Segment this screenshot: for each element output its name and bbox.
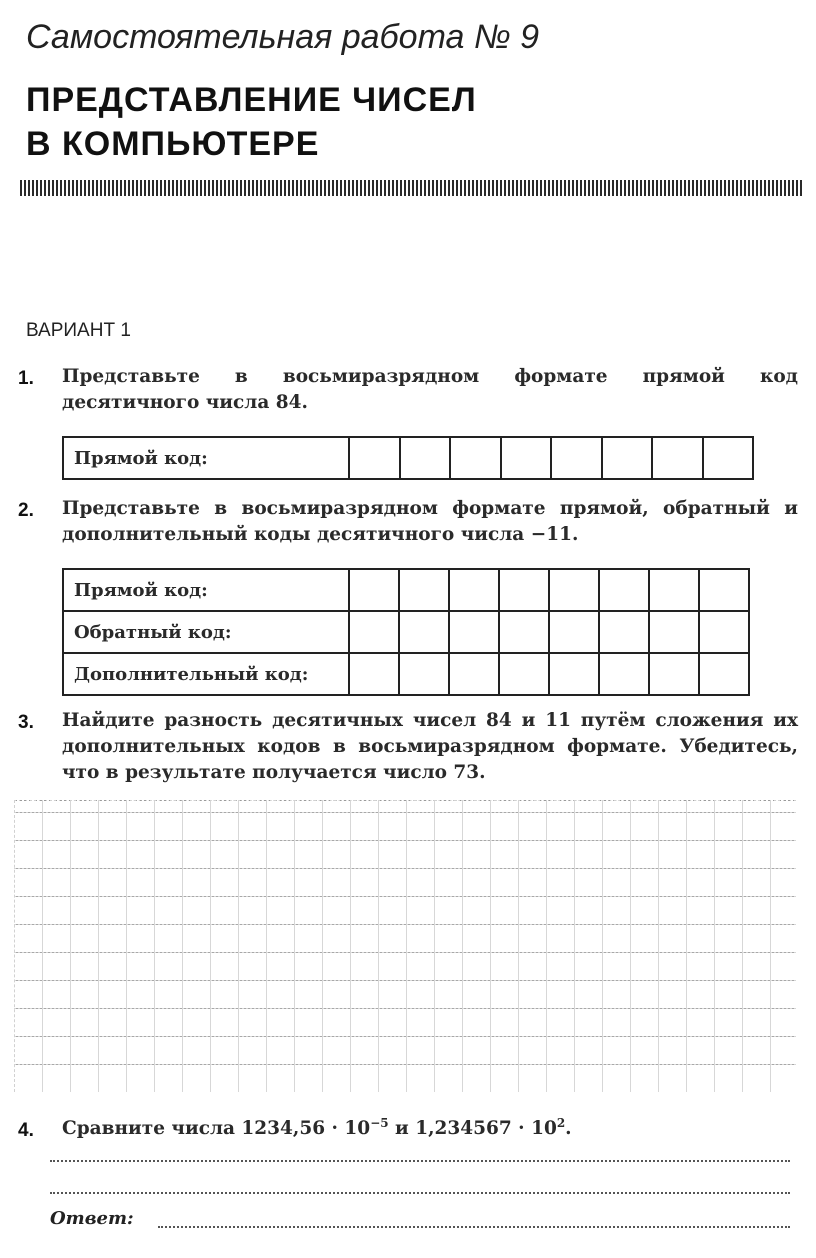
bit-cell[interactable]: [699, 653, 749, 695]
bit-cell[interactable]: [449, 569, 499, 611]
answer-input-line[interactable]: [158, 1226, 790, 1228]
bit-cell[interactable]: [400, 437, 451, 479]
task-4-exponent-2: 2: [556, 1115, 566, 1130]
task-4-text-suffix: .: [565, 1118, 572, 1139]
task-2-text: Представьте в восьмиразрядном формате прямой, обратный и дополнительный коды десятичного числа −11.: [62, 498, 798, 545]
bit-cell[interactable]: [649, 653, 699, 695]
task-1-text: Представьте в восьмиразрядном формате прямой код десятичного числа 84.: [62, 366, 798, 413]
task-3-number: 3.: [18, 712, 34, 733]
bit-cell[interactable]: [399, 611, 449, 653]
bit-cell[interactable]: [450, 437, 501, 479]
bit-cell[interactable]: [699, 611, 749, 653]
title-line-2: В КОМПЬЮТЕРЕ: [26, 125, 320, 163]
bit-cell[interactable]: [599, 569, 649, 611]
task-1-code-table: [62, 436, 754, 480]
bit-cell[interactable]: [652, 437, 703, 479]
code-row-label: Прямой код:: [63, 569, 349, 611]
answer-label: Ответ:: [50, 1208, 134, 1229]
bit-cell[interactable]: [449, 611, 499, 653]
bit-cell[interactable]: [349, 569, 399, 611]
bit-cell[interactable]: [499, 653, 549, 695]
bit-cell[interactable]: [501, 437, 552, 479]
bit-cell[interactable]: [551, 437, 602, 479]
bit-cell[interactable]: [602, 437, 653, 479]
task-2-code-table: [62, 568, 750, 696]
bit-cell[interactable]: [649, 611, 699, 653]
variant-label: ВАРИАНТ 1: [26, 320, 131, 341]
bit-cell[interactable]: [349, 611, 399, 653]
code-row-label: Прямой код:: [63, 437, 349, 479]
bit-cell[interactable]: [699, 569, 749, 611]
bit-cell[interactable]: [499, 611, 549, 653]
task-4-text-prefix: Сравните числа 1234,56 · 10: [62, 1118, 371, 1139]
table-row: [63, 437, 753, 479]
answer-grid-dots: [14, 800, 796, 1092]
task-4-text: [62, 1116, 798, 1142]
bit-cell[interactable]: [599, 653, 649, 695]
bit-cell[interactable]: [449, 653, 499, 695]
bit-cell[interactable]: [549, 611, 599, 653]
bit-cell[interactable]: [549, 653, 599, 695]
header-rule: [20, 180, 802, 196]
task-3-text: Найдите разность десятичных чисел 84 и 11 путём сложения их дополнительных кодов в восьмиразрядном формате. Убедитесь, что в результате получается число 73.: [62, 710, 798, 783]
task-1-number: 1.: [18, 368, 34, 389]
code-row-label: Дополнительный код:: [63, 653, 349, 695]
bit-cell[interactable]: [399, 653, 449, 695]
bit-cell[interactable]: [549, 569, 599, 611]
title-line-1: ПРЕДСТАВЛЕНИЕ ЧИСЕЛ: [26, 81, 477, 119]
bit-cell[interactable]: [399, 569, 449, 611]
bit-cell[interactable]: [349, 437, 400, 479]
code-row-label: Обратный код:: [63, 611, 349, 653]
task-4-exponent-1: −5: [370, 1115, 389, 1130]
task-2-number: 2.: [18, 500, 34, 521]
worksheet-title: [26, 78, 477, 166]
worksheet-subtitle: Самостоятельная работа № 9: [26, 18, 540, 56]
bit-cell[interactable]: [649, 569, 699, 611]
bit-cell[interactable]: [599, 611, 649, 653]
table-row: [63, 653, 749, 695]
table-row: [63, 569, 749, 611]
answer-line[interactable]: [50, 1192, 790, 1194]
bit-cell[interactable]: [703, 437, 754, 479]
bit-cell[interactable]: [349, 653, 399, 695]
task-4-number: 4.: [18, 1120, 34, 1141]
answer-line[interactable]: [50, 1160, 790, 1162]
bit-cell[interactable]: [499, 569, 549, 611]
table-row: [63, 611, 749, 653]
task-4-text-mid: и 1,234567 · 10: [388, 1118, 557, 1139]
